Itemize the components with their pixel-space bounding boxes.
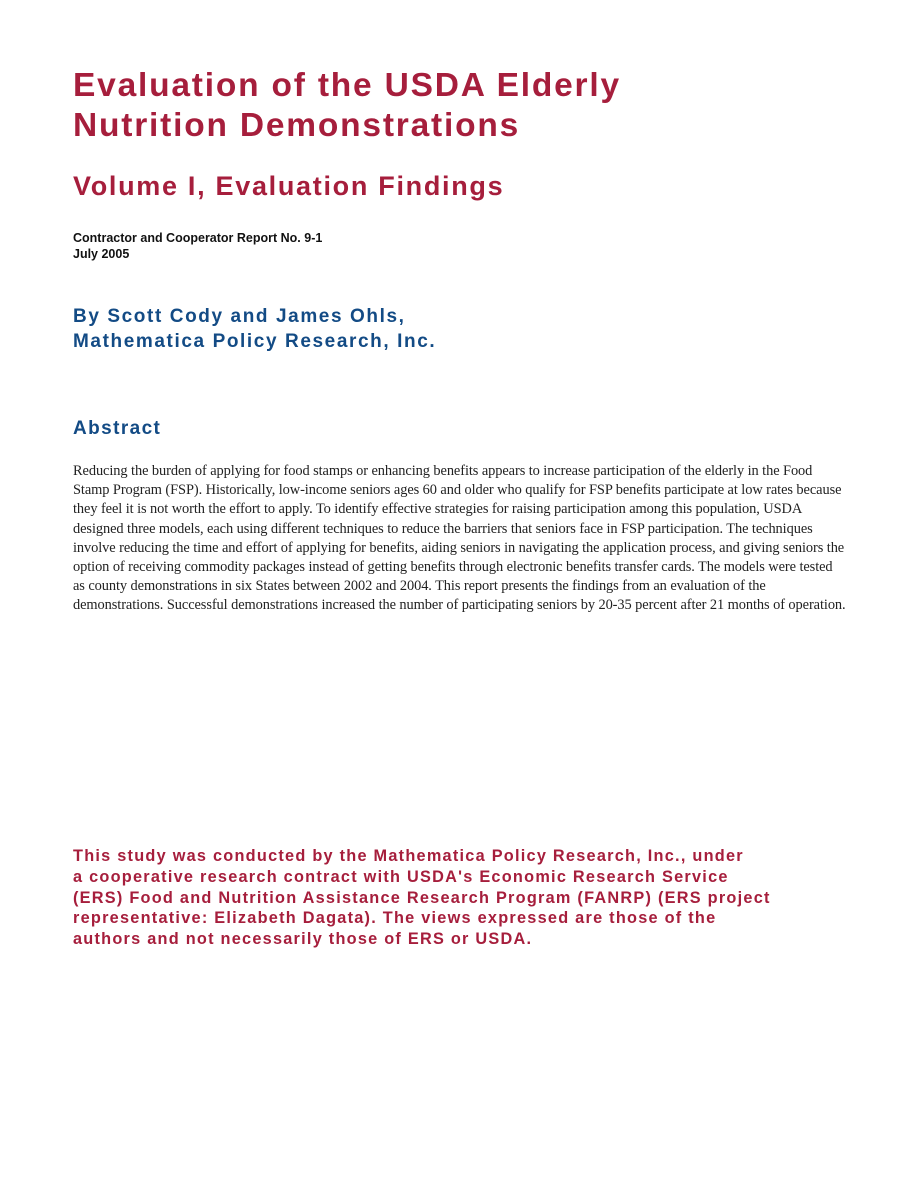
study-disclaimer-line-2: a cooperative research contract with USDA's Economic Research Service (73, 867, 729, 886)
author-line-1: By Scott Cody and James Ohls, (73, 306, 406, 327)
document-title (73, 66, 853, 146)
author-block (73, 304, 436, 354)
study-disclaimer-line-4: representative: Elizabeth Dagata). The views expressed are those of the (73, 909, 717, 928)
report-metadata (73, 230, 322, 262)
author-line-2: Mathematica Policy Research, Inc. (73, 331, 437, 352)
report-number: Contractor and Cooperator Report No. 9-1 (73, 231, 323, 245)
study-disclaimer-line-5: authors and not necessarily those of ERS or USDA. (73, 930, 533, 949)
study-disclaimer-line-1: This study was conducted by the Mathematica Policy Research, Inc., under (73, 847, 744, 865)
document-title-line-1: Evaluation of the USDA Elderly (73, 67, 621, 104)
report-date: July 2005 (73, 247, 130, 261)
abstract-heading: Abstract (73, 418, 162, 439)
study-disclaimer (73, 846, 863, 950)
document-title-line-2: Nutrition Demonstrations (73, 107, 521, 144)
volume-subtitle: Volume I, Evaluation Findings (73, 171, 505, 201)
study-disclaimer-line-3: (ERS) Food and Nutrition Assistance Research Program (FANRP) (ERS project (73, 888, 771, 907)
abstract-body: Reducing the burden of applying for food stamps or enhancing benefits appears to increase participation of the elderly in the Food Stamp Program (FSP). Historically, low-income seniors ages 60 and older who qualify for FSP benefits participate at low rates because they feel it is not worth the effort to apply. To identify effective strategies for raising participation among this population, USDA designed three models, each using different techniques to reduce the barriers that seniors face in FSP participation. The techniques involve reducing the time and effort of applying for benefits, aiding seniors in navigating the application process, and giving seniors the option of receiving commodity packages instead of getting benefits through electronic benefits transfer cards. The models were tested as county demonstrations in six States between 2002 and 2004. This report presents the findings from an evaluation of the demonstrations. Successful demonstrations increased the number of participating seniors by 20-35 percent after 21 months of operation. (73, 463, 846, 614)
